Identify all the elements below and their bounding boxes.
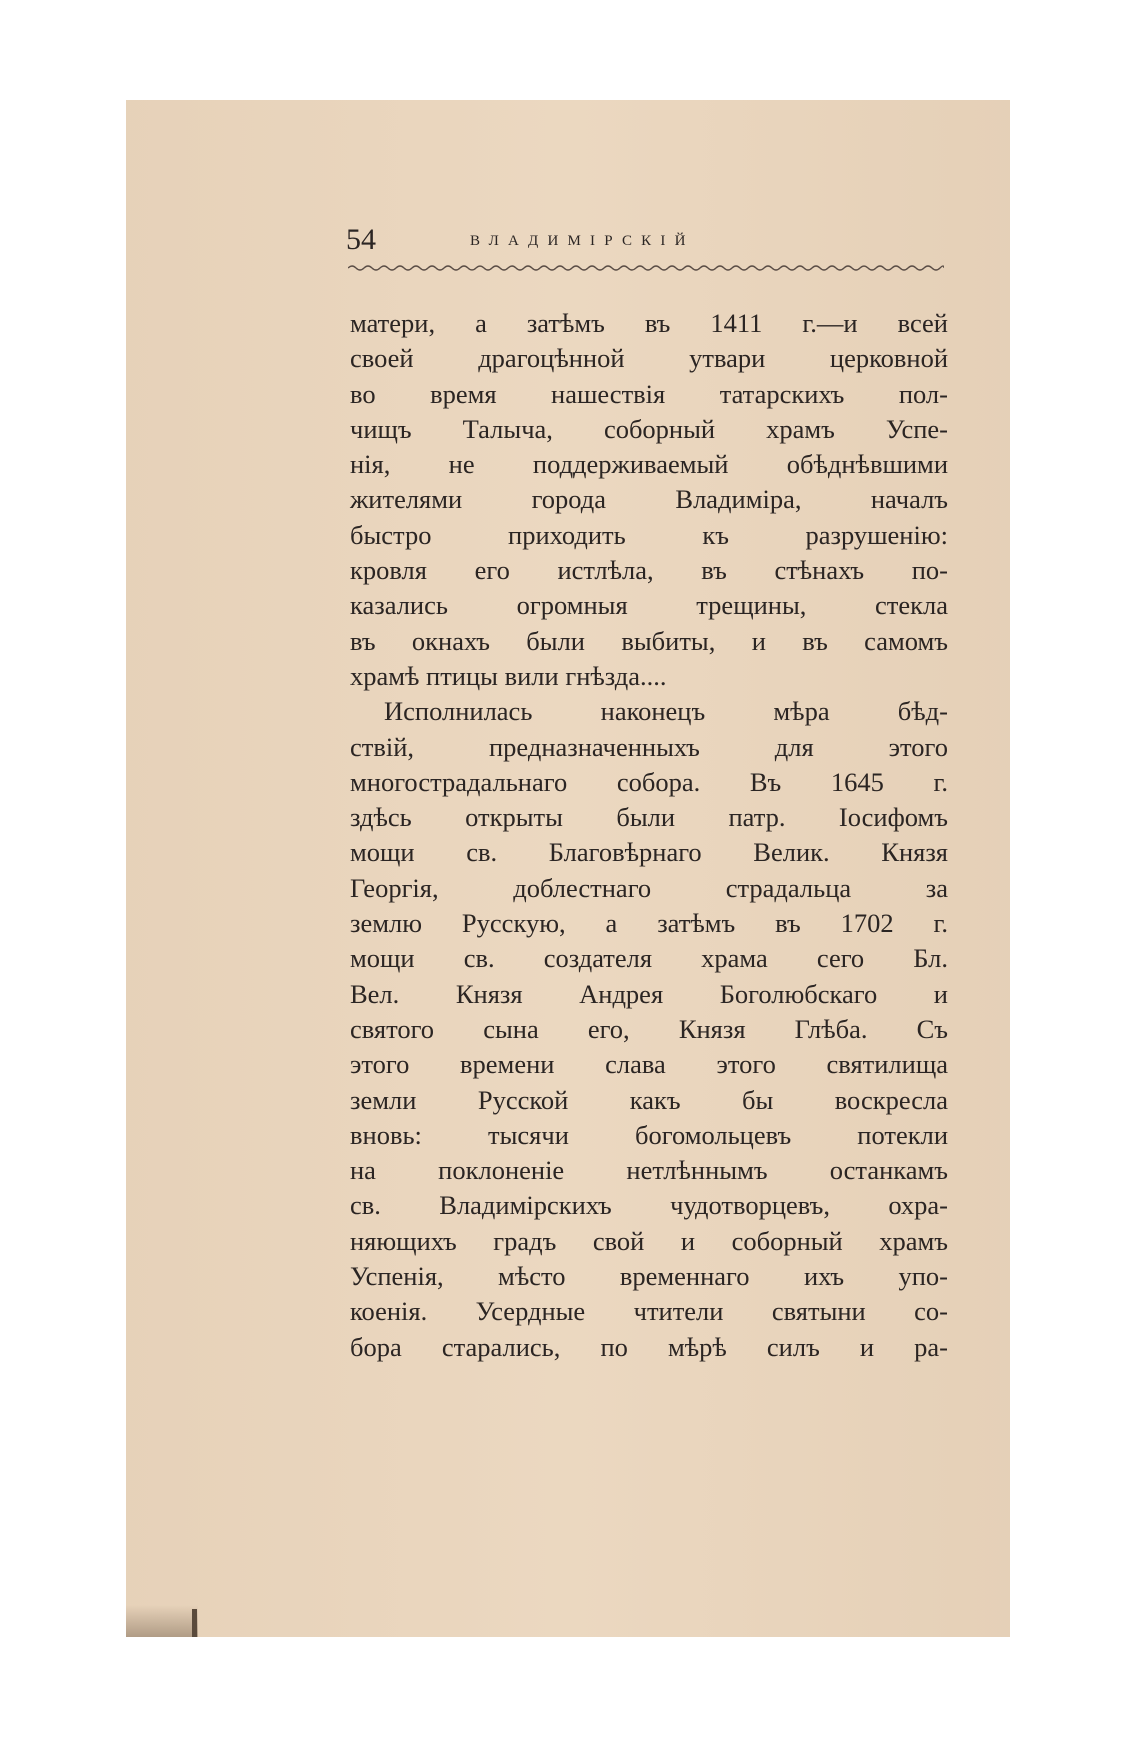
page-header — [346, 222, 944, 262]
text-line: жителями города Владиміра, началъ — [350, 484, 948, 515]
text-line: мощи св. создателя храма сего Бл. — [350, 943, 948, 974]
text-line: земли Русской какъ бы воскресла — [350, 1084, 948, 1115]
text-line: казались огромныя трещины, стекла — [350, 590, 948, 621]
text-line: здѣсь открыты были патр. Іосифомъ — [350, 802, 948, 833]
main-text — [350, 306, 948, 1365]
page-edge-mark — [126, 1605, 198, 1637]
text-line: вновь: тысячи богомольцевъ потекли — [350, 1119, 948, 1150]
text-line: ствій, предназначенныхъ для этого — [350, 731, 948, 762]
text-line: своей драгоцѣнной утвари церковной — [350, 343, 948, 374]
text-line: Вел. Князя Андрея Боголюбскаго и — [350, 978, 948, 1009]
text-line: бора старались, по мѣрѣ силъ и ра- — [350, 1331, 948, 1362]
text-line: коенія. Усердные чтители святыни со- — [350, 1296, 948, 1327]
text-line: Георгія, доблестнаго страдальца за — [350, 872, 948, 903]
text-line: нія, не поддерживаемый обѣднѣвшими — [350, 449, 948, 480]
text-line: этого времени слава этого святилища — [350, 1049, 948, 1080]
text-line: няющихъ градъ свой и соборный храмъ — [350, 1225, 948, 1256]
text-line: св. Владимірскихъ чудотворцевъ, охра- — [350, 1190, 948, 1221]
text-line: кровля его истлѣла, въ стѣнахъ по- — [350, 555, 948, 586]
paragraph-end-line: храмѣ птицы вили гнѣзда.... — [350, 660, 667, 691]
text-line: святого сына его, Князя Глѣба. Съ — [350, 1013, 948, 1044]
text-line: быстро приходить къ разрушенію: — [350, 519, 948, 550]
running-title: ВЛАДИМІРСКІЙ — [470, 233, 695, 249]
text-line: мощи св. Благовѣрнаго Велик. Князя — [350, 837, 948, 868]
page-number: 54 — [346, 223, 376, 256]
text-line: землю Русскую, а затѣмъ въ 1702 г. — [350, 908, 948, 939]
text-line: во время нашествія татарскихъ пол- — [350, 378, 948, 409]
text-line: Успенія, мѣсто временнаго ихъ упо- — [350, 1261, 948, 1292]
text-line: въ окнахъ были выбиты, и въ самомъ — [350, 625, 948, 656]
text-line: чищъ Талыча, соборный храмъ Успе- — [350, 413, 948, 444]
text-line: многострадальнаго собора. Въ 1645 г. — [350, 766, 948, 797]
text-line: на поклоненіе нетлѣннымъ останкамъ — [350, 1155, 948, 1186]
header-wavy-rule — [348, 264, 944, 272]
text-line: матери, а затѣмъ въ 1411 г.—и всей — [350, 308, 948, 338]
paragraph-start-line: Исполнилась наконецъ мѣра бѣд- — [384, 696, 948, 727]
